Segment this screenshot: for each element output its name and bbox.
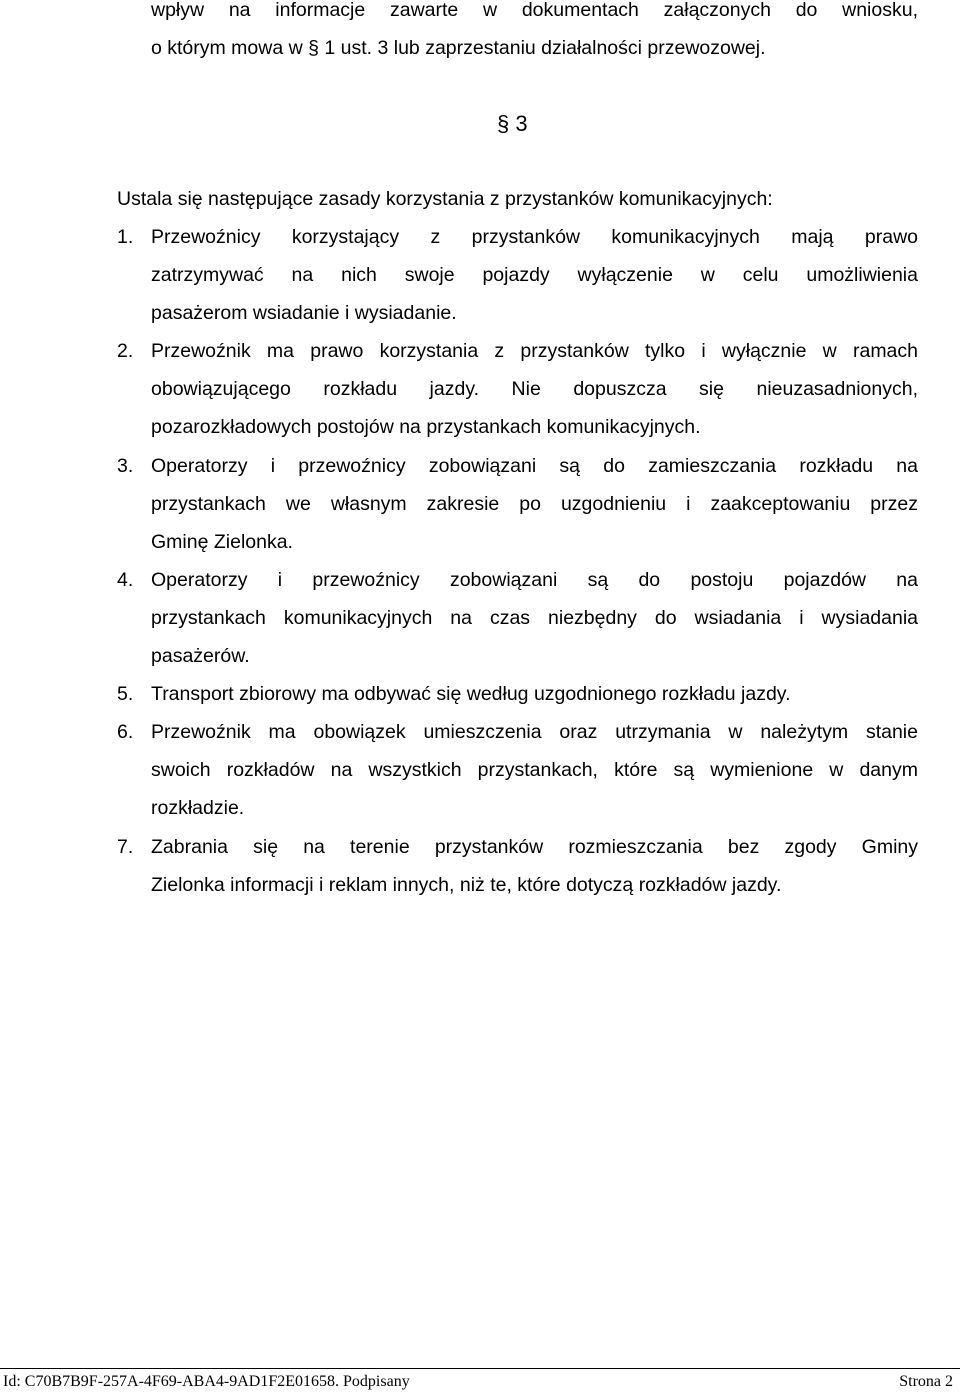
list-item [151, 828, 918, 904]
item-number: 4. [117, 569, 134, 591]
list-item-line: zatrzymywać na nich swoje pojazdy wyłączenie w celu umożliwienia [151, 264, 918, 287]
section-lead: Ustala się następujące zasady korzystania z przystanków komunikacyjnych: [117, 188, 773, 210]
list-item-line: pasażerów. [151, 645, 250, 668]
list-item-line: Transport zbiorowy ma odbywać się według uzgodnionego rozkładu jazdy. [151, 683, 791, 705]
item-number: 2. [117, 340, 134, 362]
list-item-line: pozarozkładowych postojów na przystankach komunikacyjnych. [151, 416, 701, 439]
page-number: Strona 2 [899, 1373, 953, 1390]
list-item [151, 713, 918, 828]
list-item [151, 332, 918, 447]
intro-fragment-line-1: wpływ na informacje zawarte w dokumentach załączonych do wniosku, [151, 0, 918, 21]
list-item [151, 675, 918, 713]
list-item-line: Zielonka informacji i reklam innych, niż te, które dotyczą rozkładów jazdy. [151, 874, 782, 897]
list-item-line: Gminę Zielonka. [151, 531, 293, 554]
list-item-line: rozkładzie. [151, 797, 245, 820]
list-item-line: pasażerom wsiadanie i wysiadanie. [151, 302, 457, 325]
page-footer [0, 1368, 960, 1392]
list-item-line: Przewoźnik ma obowiązek umieszczenia oraz utrzymania w należytym stanie [151, 721, 918, 743]
item-number: 3. [117, 455, 134, 477]
document-id: Id: C70B7B9F-257A-4F69-ABA4-9AD1F2E01658. Podpisany [3, 1373, 410, 1390]
intro-fragment-line-2: o którym mowa w § 1 ust. 3 lub zaprzestaniu działalności przewozowej. [151, 37, 766, 60]
item-number: 1. [117, 226, 134, 248]
list-item-line: obowiązującego rozkładu jazdy. Nie dopuszcza się nieuzasadnionych, [151, 378, 918, 401]
list-item-line: Przewoźnik ma prawo korzystania z przystanków tylko i wyłącznie w ramach [151, 340, 918, 362]
intro-fragment [151, 0, 918, 67]
list-item [151, 447, 918, 562]
item-number: 7. [117, 836, 134, 858]
section-heading: § 3 [497, 111, 528, 136]
item-number: 5. [117, 683, 134, 705]
list-item-line: swoich rozkładów na wszystkich przystankach, które są wymienione w danym [151, 759, 918, 782]
item-number: 6. [117, 721, 134, 743]
list-item-line: przystankach we własnym zakresie po uzgodnieniu i zaakceptowaniu przez [151, 493, 918, 516]
list-item [151, 561, 918, 676]
list-item-line: Operatorzy i przewoźnicy zobowiązani są do zamieszczania rozkładu na [151, 455, 918, 477]
list-item-line: Przewoźnicy korzystający z przystanków komunikacyjnych mają prawo [151, 226, 918, 248]
list-item-line: przystankach komunikacyjnych na czas niezbędny do wsiadania i wysiadania [151, 607, 918, 630]
list-item [151, 218, 918, 333]
list-item-line: Operatorzy i przewoźnicy zobowiązani są do postoju pojazdów na [151, 569, 918, 591]
list-item-line: Zabrania się na terenie przystanków rozmieszczania bez zgody Gminy [151, 836, 918, 858]
